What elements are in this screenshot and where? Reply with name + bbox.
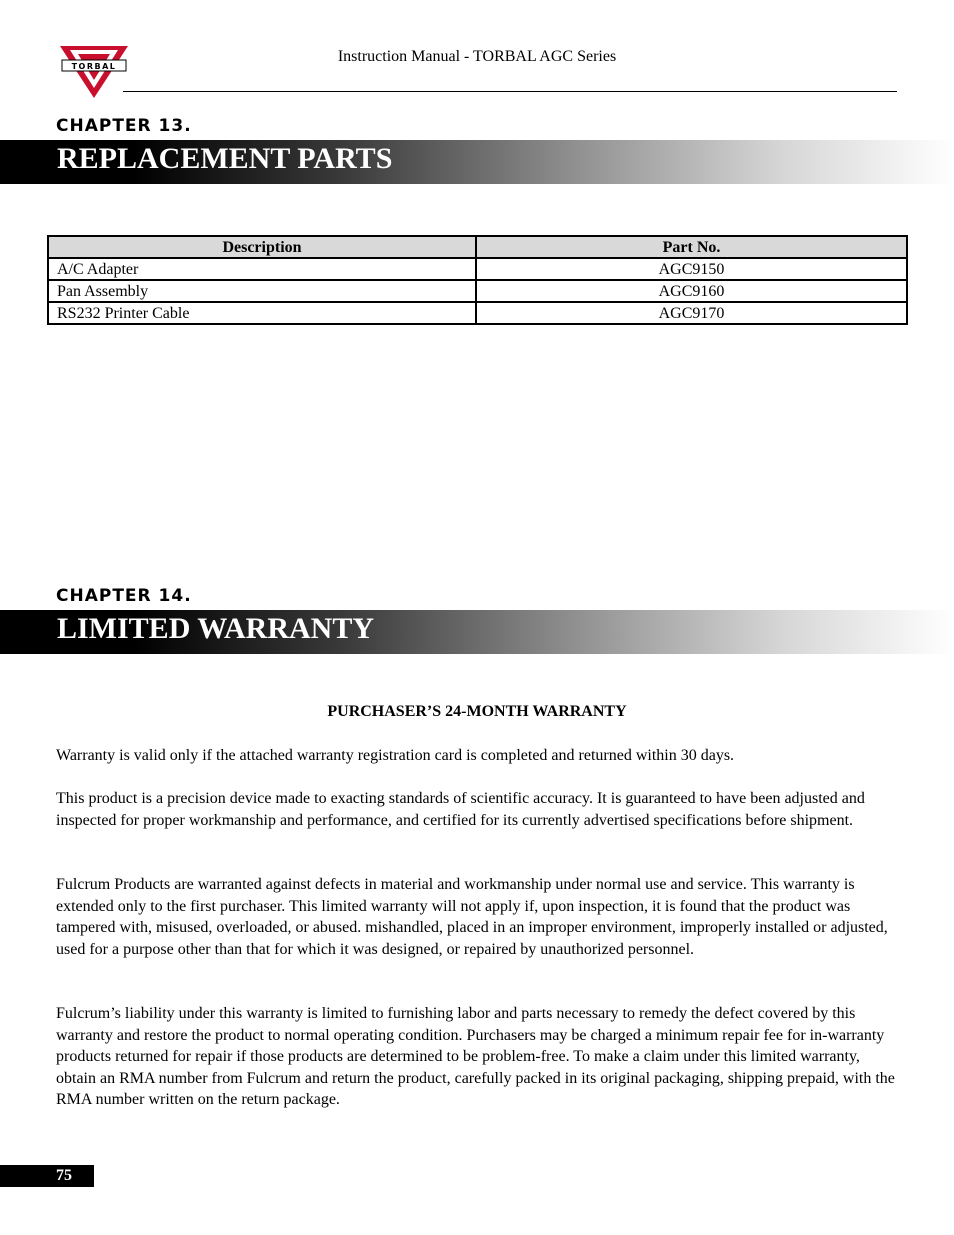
warranty-paragraph-validity: Warranty is valid only if the attached warranty registration card is completed and returned within 30 days. bbox=[56, 747, 735, 764]
chapter-13-title: REPLACEMENT PARTS bbox=[57, 142, 393, 175]
table-row bbox=[48, 258, 907, 280]
warranty-paragraph-coverage: Fulcrum Products are warranted against defects in material and workmanship under normal use and service. This warranty is extended only to the first purchaser. This limited warranty will not apply if, upon inspection, it is found that the product was tampered with, misused, overloaded, or abused. mishandled, placed in an improper environment, improperly installed or adjusted, used for a purpose other than that for which it was designed, or repaired by unauthorized personnel. bbox=[56, 876, 888, 958]
document-title: Instruction Manual - TORBAL AGC Series bbox=[337, 48, 617, 65]
chapter-13-banner bbox=[0, 140, 954, 184]
table-row bbox=[48, 280, 907, 302]
chapter-13-label: CHAPTER 13. bbox=[56, 116, 192, 136]
svg-text:TORBAL: TORBAL bbox=[71, 62, 117, 71]
table-header-row bbox=[48, 236, 907, 258]
page-number: 75 bbox=[56, 1167, 72, 1184]
replacement-parts-table bbox=[47, 235, 908, 325]
column-header-part-no: Part No. bbox=[476, 236, 907, 258]
header-divider bbox=[123, 91, 897, 92]
warranty-heading: PURCHASER’S 24-MONTH WARRANTY bbox=[327, 703, 627, 720]
part-description: A/C Adapter bbox=[48, 258, 476, 280]
part-number: AGC9170 bbox=[476, 302, 907, 324]
column-header-description: Description bbox=[48, 236, 476, 258]
part-number: AGC9160 bbox=[476, 280, 907, 302]
part-number: AGC9150 bbox=[476, 258, 907, 280]
part-description: Pan Assembly bbox=[48, 280, 476, 302]
page-number-box bbox=[0, 1165, 94, 1187]
chapter-14-title: LIMITED WARRANTY bbox=[57, 612, 374, 645]
part-description: RS232 Printer Cable bbox=[48, 302, 476, 324]
chapter-14-label: CHAPTER 14. bbox=[56, 586, 192, 606]
warranty-paragraph-liability: Fulcrum’s liability under this warranty is limited to furnishing labor and parts necessary to remedy the defect covered by this warranty and restore the product to normal operating condition. Purchasers may be charged a minimum repair fee for in-warranty products returned for repair if those products are determined to be problem-free. To make a claim under this limited warranty, obtain an RMA number from Fulcrum and return the product, carefully packed in its original packaging, shipping prepaid, with the RMA number written on the return package. bbox=[56, 1005, 895, 1108]
warranty-paragraph-precision: This product is a precision device made to exacting standards of scientific accuracy. It is guaranteed to have been adjusted and inspected for proper workmanship and performance, and certified for its currently advertised specifications before shipment. bbox=[56, 790, 865, 829]
table-row bbox=[48, 302, 907, 324]
chapter-14-banner bbox=[0, 610, 954, 654]
